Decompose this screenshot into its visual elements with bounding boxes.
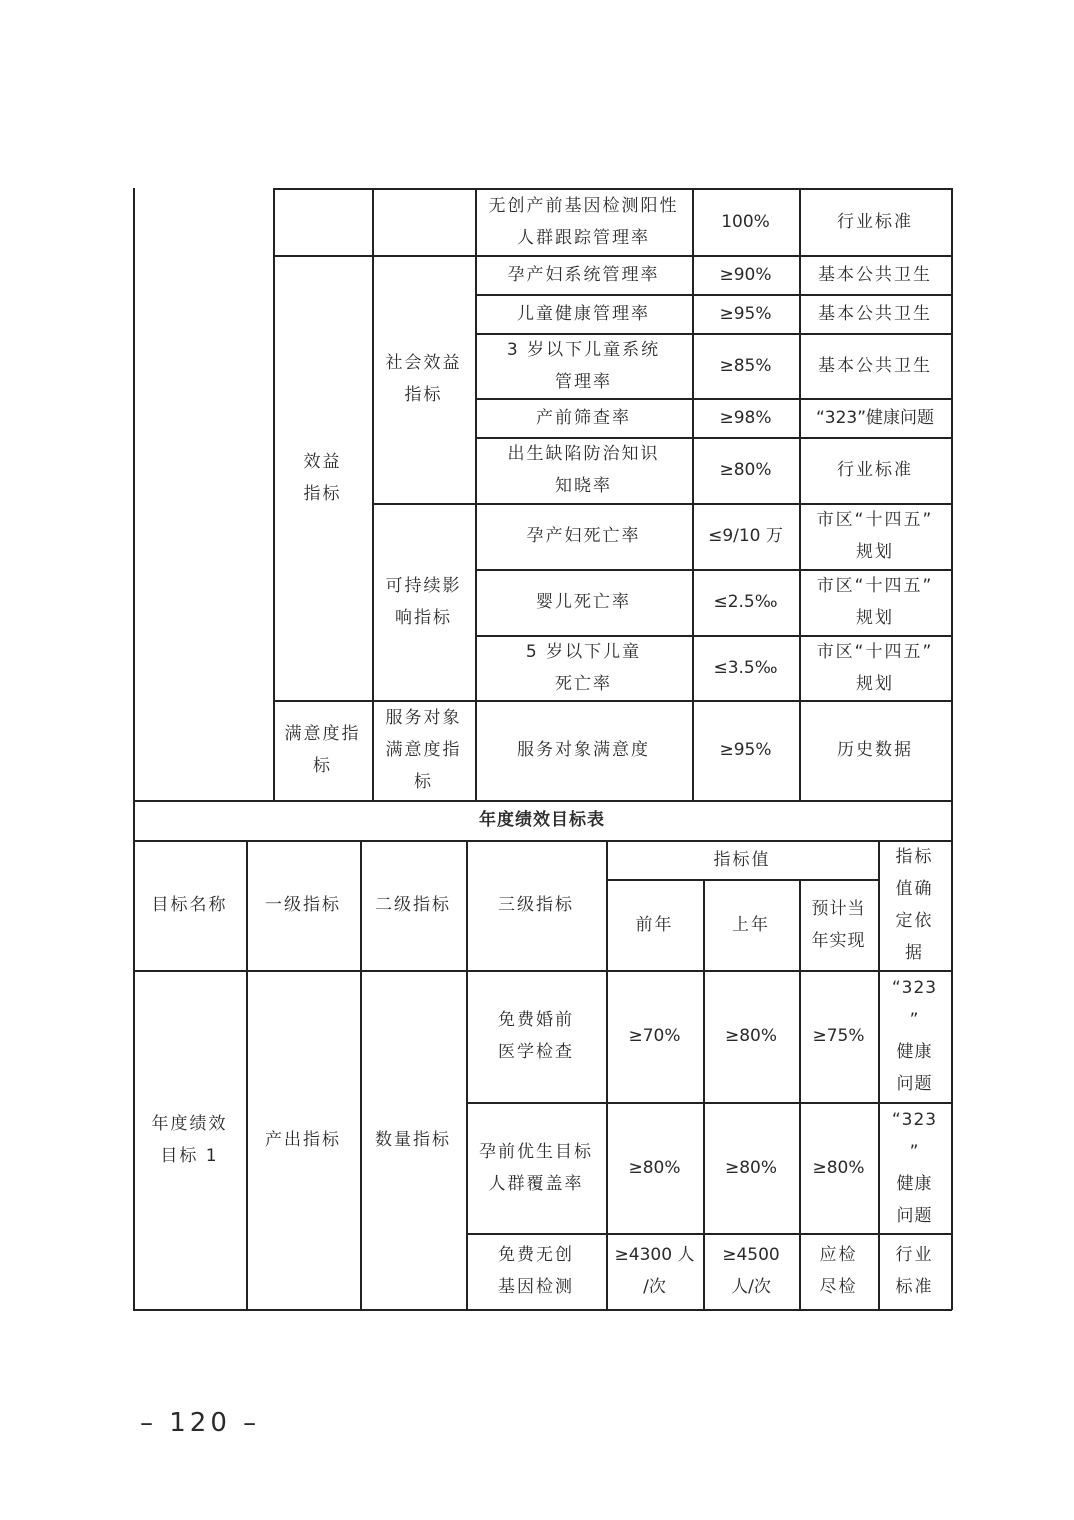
header-basis: 指标 值确 定依 据 — [895, 847, 934, 963]
indicator-value: ≤9/10 万 — [708, 526, 783, 546]
last-year-value: ≥4500 人/次 — [722, 1245, 780, 1297]
prev-year-value: ≥4300 人 /次 — [614, 1245, 695, 1297]
indicator-value: ≥85% — [719, 355, 772, 376]
level3-indicator: 无创产前基因检测阳性 人群跟踪管理率 — [488, 195, 679, 248]
indicator-basis: 行业标准 — [837, 460, 913, 480]
last-year-value: ≥80% — [724, 1157, 778, 1178]
indicator-basis: 历史数据 — [837, 740, 913, 760]
page-number: – 120 – — [140, 1408, 261, 1438]
indicator-value: ≤3.5‰ — [713, 657, 778, 678]
level3-indicator: 孕产妇死亡率 — [526, 526, 641, 546]
indicator-basis: 市区“十四五” 规划 — [816, 576, 934, 628]
indicator-value: ≥98% — [719, 407, 772, 428]
header-goal-name: 目标名称 — [151, 895, 228, 915]
level3-indicator: 产前筛查率 — [536, 407, 631, 428]
indicator-value: ≥95% — [719, 740, 772, 760]
goal-name: 年度绩效 目标 1 — [151, 1113, 228, 1166]
prev-year-value: ≥70% — [628, 1026, 681, 1046]
annual-table-title: 年度绩效目标表 — [479, 810, 605, 830]
level3-indicator: 儿童健康管理率 — [517, 303, 650, 324]
indicator-basis: 行业标准 — [837, 211, 913, 232]
level1-output: 产出指标 — [265, 1129, 341, 1150]
indicator-basis: 基本公共卫生 — [818, 303, 932, 324]
expected-value: ≥80% — [812, 1157, 865, 1178]
level3-indicator: 孕产妇系统管理率 — [507, 264, 660, 285]
indicator-value: ≥90% — [719, 264, 772, 285]
header-expected: 预计当 年实现 — [811, 898, 866, 951]
indicator-basis: 市区“十四五” 规划 — [816, 641, 934, 694]
level3-indicator: 孕前优生目标 人群覆盖率 — [479, 1141, 593, 1194]
header-level3: 三级指标 — [498, 895, 574, 915]
level2-quantity: 数量指标 — [375, 1129, 451, 1150]
basis-value: 行业 标准 — [895, 1245, 934, 1297]
last-year-value: ≥80% — [724, 1026, 778, 1046]
header-indicator-value: 指标值 — [713, 849, 771, 870]
expected-value: ≥75% — [812, 1026, 865, 1046]
level2-satisfaction: 服务对象 满意度指 标 — [385, 708, 462, 792]
level2-social: 社会效益 指标 — [385, 353, 462, 405]
indicator-basis: 市区“十四五” 规划 — [816, 510, 934, 562]
indicator-value: ≥95% — [719, 303, 772, 324]
level3-indicator: 免费无创 基因检测 — [498, 1245, 574, 1297]
header-prev-year: 前年 — [635, 914, 674, 935]
header-level1: 一级指标 — [265, 895, 341, 915]
header-level2: 二级指标 — [375, 895, 451, 915]
level3-indicator: 婴儿死亡率 — [536, 592, 631, 612]
basis-value: “323 ” 健康 问题 — [891, 978, 938, 1094]
level1-satisfaction: 满意度指 标 — [284, 724, 361, 776]
level2-sustainable: 可持续影 响指标 — [385, 575, 462, 628]
indicator-value: 100% — [721, 211, 770, 232]
level3-indicator: 出生缺陷防治知识 知晓率 — [507, 444, 660, 496]
expected-value: 应检 尽检 — [819, 1245, 858, 1297]
indicator-basis: “323”健康问题 — [815, 407, 935, 428]
level3-indicator: 3 岁以下儿童系统 管理率 — [506, 339, 661, 392]
indicator-value: ≤2.5‰ — [713, 592, 778, 612]
prev-year-value: ≥80% — [628, 1157, 681, 1178]
level3-indicator: 服务对象满意度 — [517, 740, 650, 760]
table-border-right — [951, 188, 953, 1310]
indicator-basis: 基本公共卫生 — [818, 264, 932, 285]
basis-value: “323 ” 健康 问题 — [891, 1109, 938, 1226]
level3-indicator: 5 岁以下儿童 死亡率 — [525, 641, 642, 694]
level1-benefit: 效益 指标 — [303, 451, 342, 504]
level3-indicator: 免费婚前 医学检查 — [498, 1010, 574, 1062]
indicator-value: ≥80% — [719, 460, 772, 480]
indicator-basis: 基本公共卫生 — [818, 355, 932, 376]
header-last-year: 上年 — [732, 914, 770, 935]
table-border-bottom — [133, 1309, 952, 1311]
